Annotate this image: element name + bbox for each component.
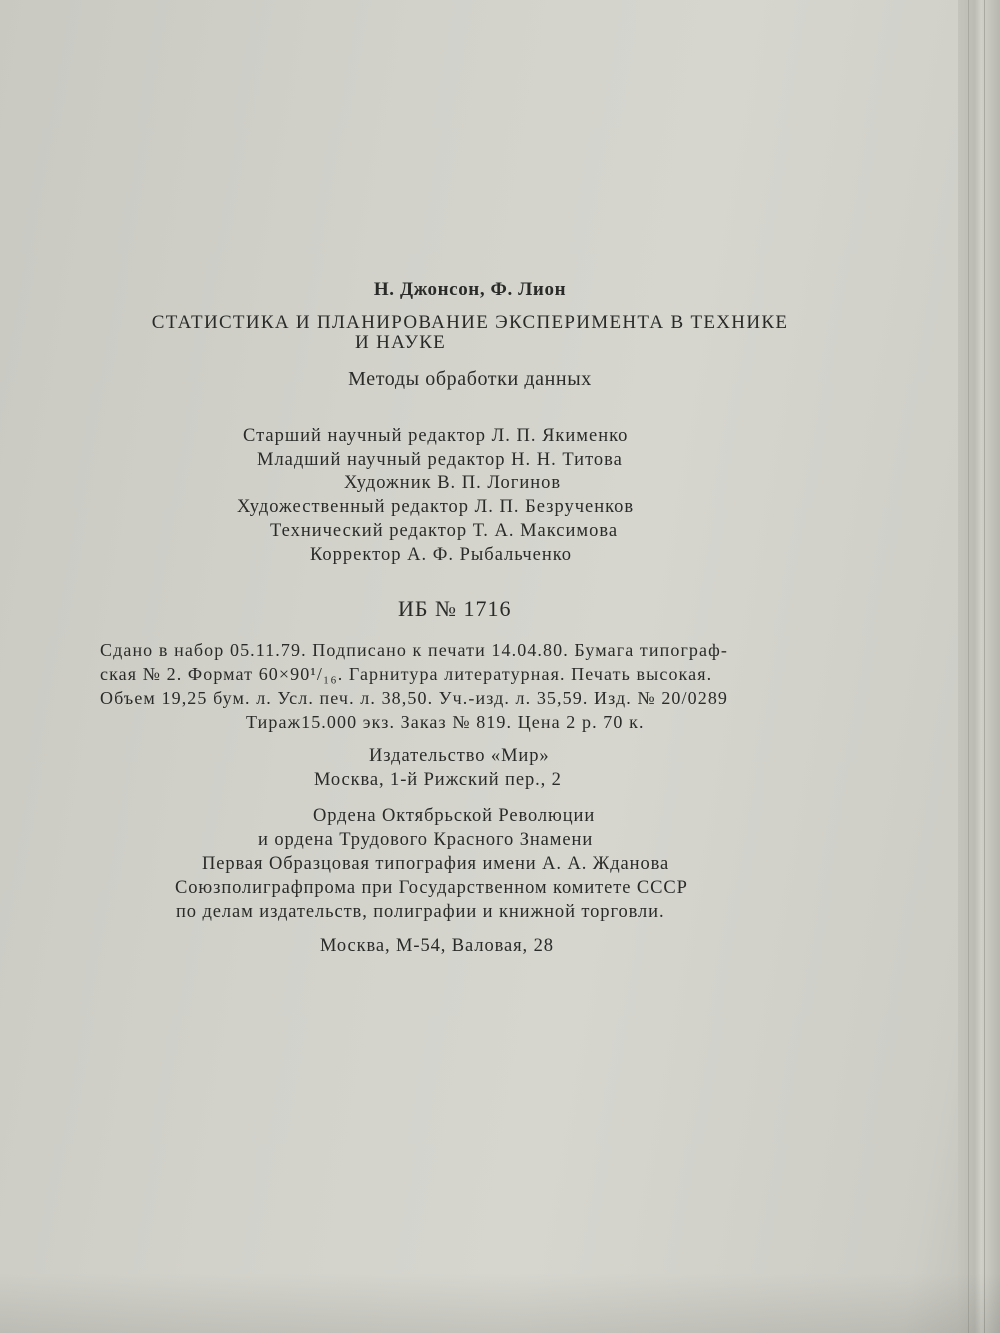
imprint-line: Объем 19,25 бум. л. Усл. печ. л. 38,50. Уч.-изд. л. 35,59. Изд. № 20/0289 (100, 688, 729, 708)
credit-line: Старший научный редактор Л. П. Якименко (243, 426, 629, 446)
imprint-line: ская № 2. Формат 60×90¹/₁₆. Гарнитура литературная. Печать высокая. (100, 664, 713, 684)
authors: Н. Джонсон, Ф. Лион (373, 279, 567, 300)
imprint-line: Тираж15.000 экз. Заказ № 819. Цена 2 р. 70 к. (246, 712, 645, 732)
printer-line: по делам издательств, полиграфии и книжной торговли. (176, 902, 665, 922)
printer-address: Москва, М-54, Валовая, 28 (320, 936, 554, 956)
printer-line: и ордена Трудового Красного Знамени (258, 830, 594, 850)
page-edge (958, 0, 1000, 1333)
publisher-name: Издательство «Мир» (369, 746, 550, 766)
page-edge-line (968, 0, 969, 1333)
printer-line: Первая Образцовая типография имени А. А. Жданова (202, 854, 670, 874)
title-line-1: СТАТИСТИКА И ПЛАНИРОВАНИЕ ЭКСПЕРИМЕНТА В ТЕХНИКЕ (151, 312, 789, 333)
credit-line: Младший научный редактор Н. Н. Титова (257, 450, 623, 470)
printer-line: Ордена Октябрьской Революции (313, 806, 596, 826)
subtitle: Методы обработки данных (348, 368, 592, 390)
page-shadow (0, 1273, 1000, 1333)
credit-line: Художник В. П. Логинов (344, 473, 562, 493)
ib-number: ИБ № 1716 (398, 596, 512, 621)
printer-line: Союзполиграфпрома при Государственном комитете СССР (175, 878, 688, 898)
page-edge-line (984, 0, 985, 1333)
imprint-line: Сдано в набор 05.11.79. Подписано к печати 14.04.80. Бумага типограф- (100, 640, 728, 660)
credit-line: Корректор А. Ф. Рыбальченко (310, 545, 573, 565)
title-line-2: И НАУКЕ (355, 332, 447, 353)
publisher-address: Москва, 1-й Рижский пер., 2 (314, 770, 562, 790)
credit-line: Художественный редактор Л. П. Безрученков (237, 497, 635, 517)
credit-line: Технический редактор Т. А. Максимова (270, 521, 619, 541)
